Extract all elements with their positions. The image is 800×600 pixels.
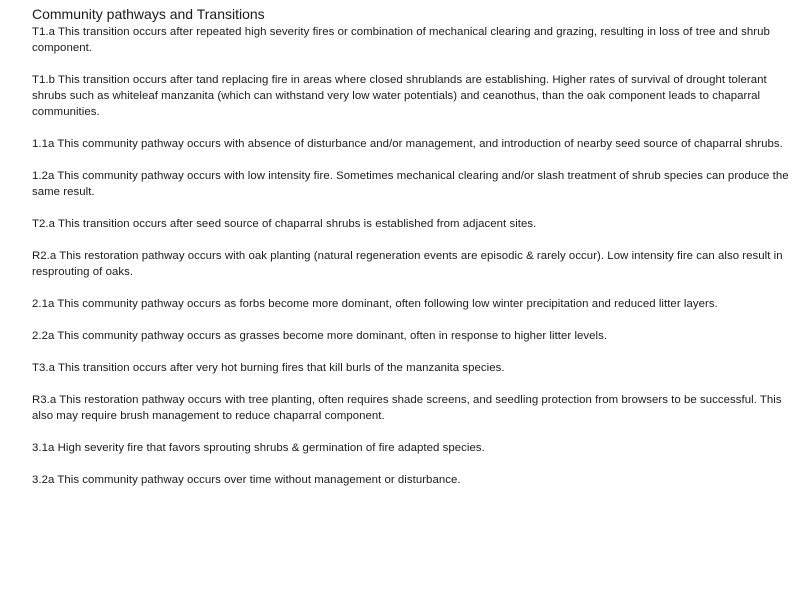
- entry-1-1a: 1.1a This community pathway occurs with absence of disturbance and/or management, and introduction of nearby seed source of chaparral shrubs.: [32, 138, 783, 150]
- document-title: Community pathways and Transitions: [32, 6, 265, 22]
- entry-3-1a: 3.1a High severity fire that favors sprouting shrubs & germination of fire adapted species.: [32, 442, 485, 454]
- entry-t2a: T2.a This transition occurs after seed source of chaparral shrubs is established from adjacent sites.: [32, 218, 537, 230]
- entry-t1b: T1.b This transition occurs after tand replacing fire in areas where closed shrublands are establishing. Higher rates of survival of drought tolerant shrubs such as whiteleaf manzanita (which can withstand very low water potentials) and ceanothus, than the oak component leads to chaparral communities.: [32, 74, 767, 118]
- entry-3-2a: 3.2a This community pathway occurs over time without management or disturbance.: [32, 474, 461, 486]
- entry-r3a: R3.a This restoration pathway occurs with tree planting, often requires shade screens, and seedling protection from browsers to be successful. This also may require brush management to reduce chaparral component.: [32, 394, 782, 422]
- entry-2-2a: 2.2a This community pathway occurs as grasses become more dominant, often in response to higher litter levels.: [32, 330, 608, 342]
- entry-2-1a: 2.1a This community pathway occurs as forbs become more dominant, often following low winter precipitation and reduced litter layers.: [32, 298, 718, 310]
- entry-1-2a: 1.2a This community pathway occurs with low intensity fire. Sometimes mechanical clearing and/or slash treatment of shrub species can produce the same result.: [32, 170, 789, 198]
- document-page: [32, 6, 794, 488]
- entry-r2a: R2.a This restoration pathway occurs with oak planting (natural regeneration events are episodic & rarely occur). Low intensity fire can also result in resprouting of oaks.: [32, 250, 783, 278]
- entry-t3a: T3.a This transition occurs after very hot burning fires that kill burls of the manzanita species.: [32, 362, 505, 374]
- entry-t1a: T1.a This transition occurs after repeated high severity fires or combination of mechanical clearing and grazing, resulting in loss of tree and shrub component.: [32, 26, 770, 54]
